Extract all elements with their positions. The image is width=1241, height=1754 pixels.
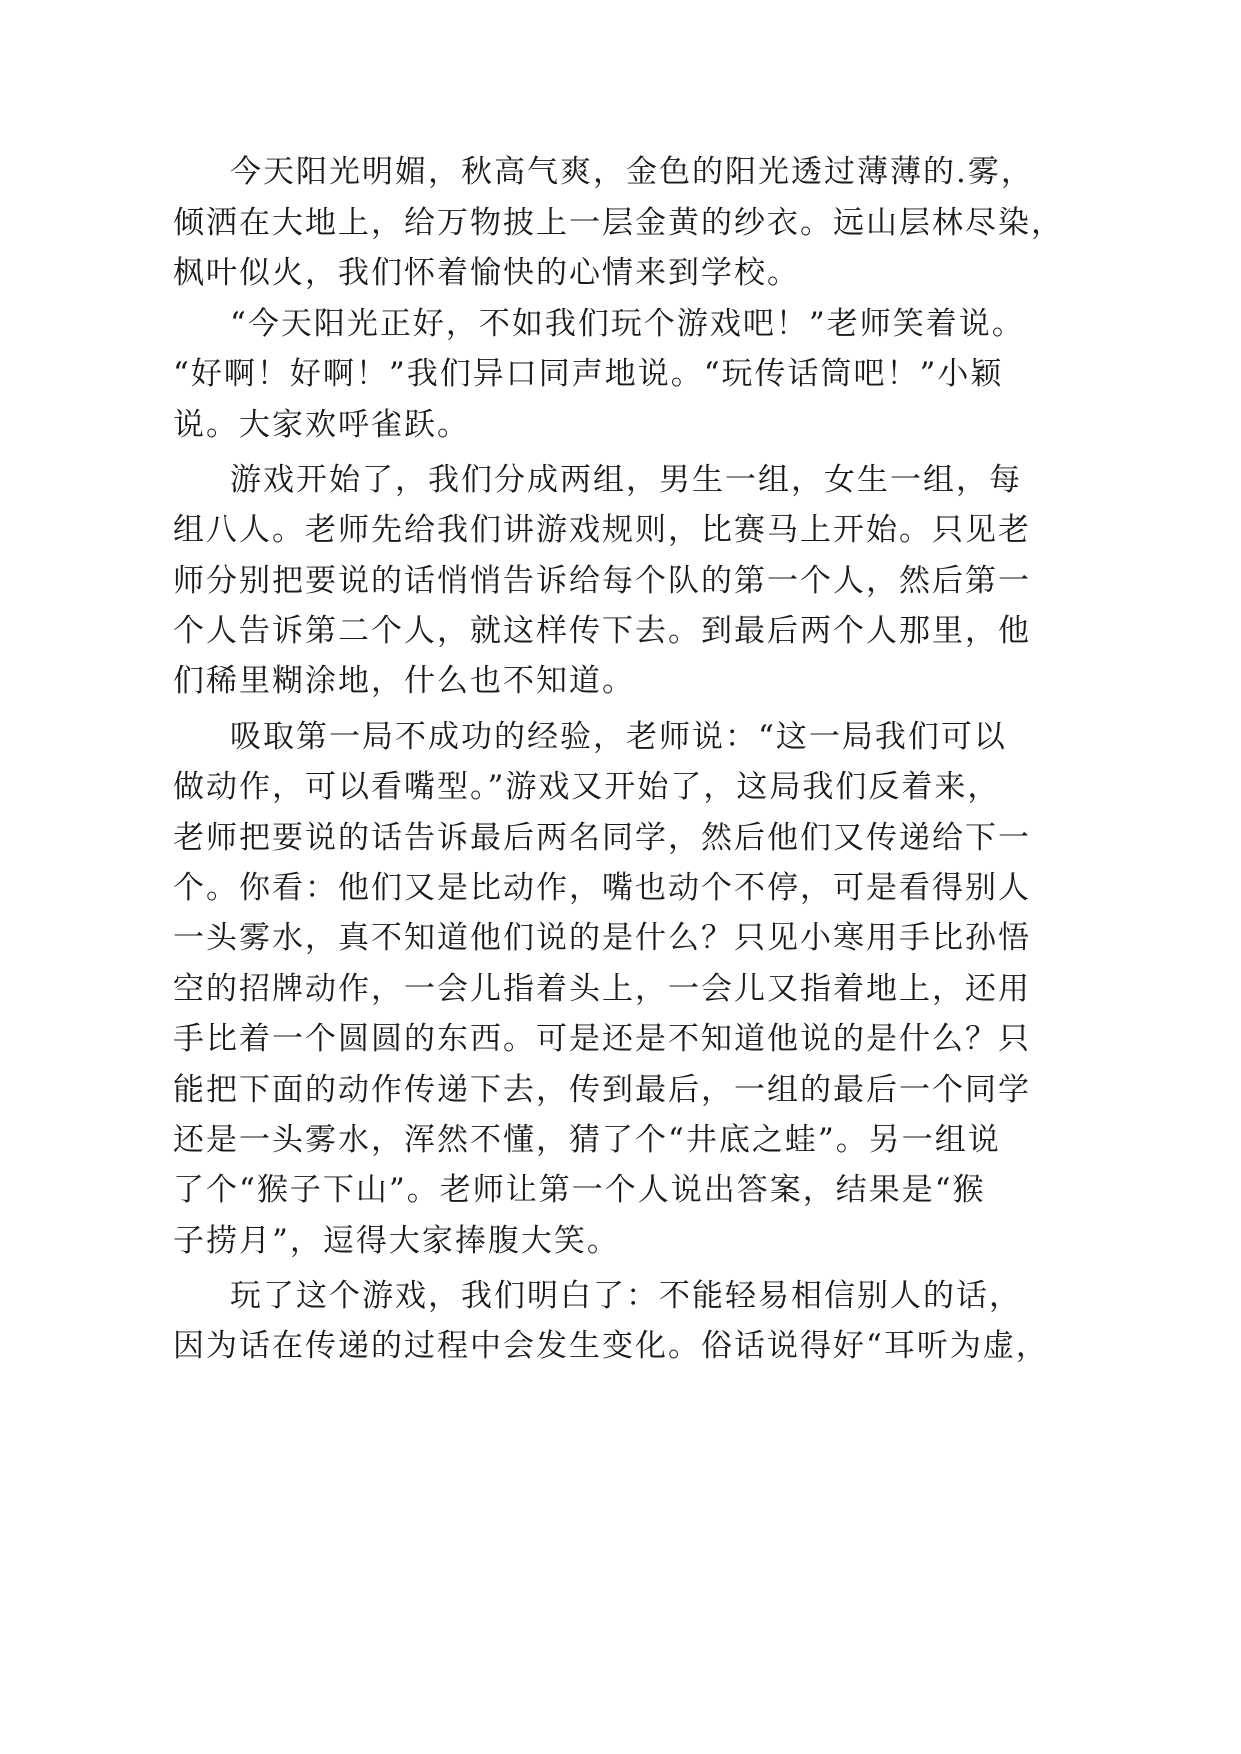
text-line: 空的招牌动作，一会儿指着头上，一会儿又指着地上，还用 — [173, 971, 1031, 1007]
text-line: 还是一头雾水，浑然不懂，猜了个“井底之蛙”。另一组说 — [173, 1122, 1001, 1158]
text-line: 一头雾水，真不知道他们说的是什么？只见小寒用手比孙悟 — [173, 920, 1031, 956]
text-line: 做动作，可以看嘴型。”游戏又开始了，这局我们反着来， — [173, 769, 1001, 805]
text-line: 了个“猴子下山”。老师让第一个人说出答案，结果是“猴 — [173, 1172, 986, 1208]
text-line: 师分别把要说的话悄悄告诉给每个队的第一个人，然后第一 — [173, 563, 1031, 599]
text-line: 个。你看：他们又是比动作，嘴也动个不停，可是看得别人 — [173, 870, 1031, 906]
text-line: 游戏开始了，我们分成两组，男生一组，女生一组，每 — [230, 462, 1022, 498]
text-line: “好啊！好啊！”我们异口同声地说。“玩传话筒吧！”小颖 — [173, 356, 1004, 392]
text-line: 玩了这个游戏，我们明白了：不能轻易相信别人的话， — [230, 1278, 1022, 1314]
text-line: 因为话在传递的过程中会发生变化。俗话说得好“耳听为虚， — [173, 1328, 1049, 1364]
text-line: “今天阳光正好，不如我们玩个游戏吧！”老师笑着说。 — [230, 306, 1025, 342]
text-line: 个人告诉第二个人，就这样传下去。到最后两个人那里，他 — [173, 613, 1031, 649]
text-line: 子捞月”，逗得大家捧腹大笑。 — [173, 1223, 620, 1259]
text-line: 今天阳光明媚，秋高气爽，金色的阳光透过薄薄的.雾， — [230, 154, 1034, 190]
text-line: 说。大家欢呼雀跃。 — [173, 407, 470, 443]
text-line: 们稀里糊涂地，什么也不知道。 — [173, 663, 635, 699]
text-line: 吸取第一局不成功的经验，老师说：“这一局我们可以 — [230, 719, 1007, 755]
text-line: 倾洒在大地上，给万物披上一层金黄的纱衣。远山层林尽染， — [173, 205, 1064, 241]
text-line: 枫叶似火，我们怀着愉快的心情来到学校。 — [173, 255, 800, 291]
text-line: 手比着一个圆圆的东西。可是还是不知道他说的是什么？只 — [173, 1021, 1031, 1057]
text-line: 组八人。老师先给我们讲游戏规则，比赛马上开始。只见老 — [173, 512, 1031, 548]
text-line: 老师把要说的话告诉最后两名同学，然后他们又传递给下一 — [173, 820, 1031, 856]
text-line: 能把下面的动作传递下去，传到最后，一组的最后一个同学 — [173, 1072, 1031, 1108]
